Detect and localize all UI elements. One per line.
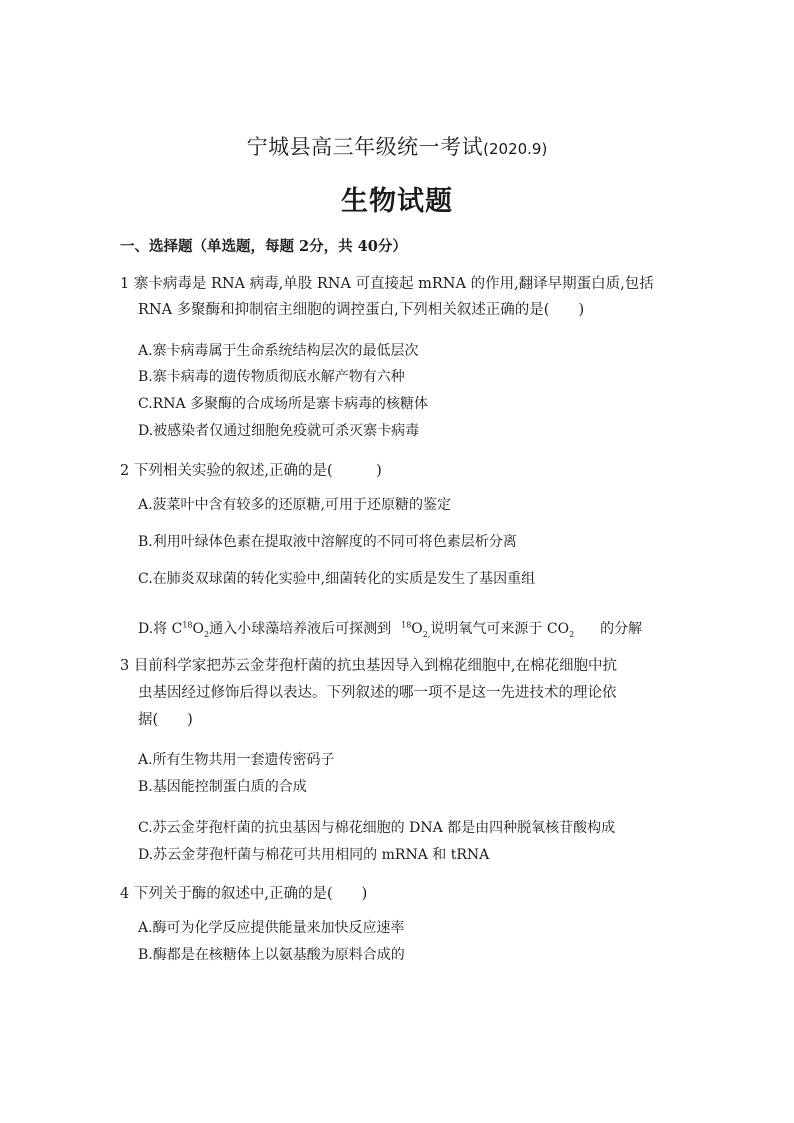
q3-stem-line3: 据( ) <box>138 712 193 728</box>
q4-option-b: B.酶都是在核糖体上以氨基酸为原料合成的 <box>138 947 405 963</box>
q4-stem: 4 下列关于酶的叙述中,正确的是( ) <box>120 886 368 902</box>
q1-option-d: D.被感染者仅通过细胞免疫就可杀灭寨卡病毒 <box>138 423 420 439</box>
q1-option-b: B.寨卡病毒的遗传物质彻底水解产物有六种 <box>138 369 405 385</box>
q3-stem-line2: 虫基因经过修饰后得以表达。下列叙述的哪一项不是这一先进技术的理论依 <box>138 685 617 701</box>
subject-title: 生物试题 <box>341 186 453 217</box>
exam-year: (2020.9) <box>483 140 548 158</box>
q3-stem-line1: 3 目前科学家把苏云金芽孢杆菌的抗虫基因导入到棉花细胞中,在棉花细胞中抗 <box>120 658 617 674</box>
q1-option-c: C.RNA 多聚酶的合成场所是寨卡病毒的核糖体 <box>138 396 429 412</box>
q3-option-d: D.苏云金芽孢杆菌与棉花可共用相同的 mRNA 和 tRNA <box>138 847 490 863</box>
q2-option-a: A.菠菜叶中含有较多的还原糖,可用于还原糖的鉴定 <box>138 497 452 513</box>
q2-option-c: C.在肺炎双球菌的转化实验中,细菌转化的实质是发生了基因重组 <box>138 571 536 587</box>
q1-stem-line2: RNA 多聚酶和抑制宿主细胞的调控蛋白,下列相关叙述正确的是( ) <box>138 302 585 318</box>
q2-option-b: B.利用叶绿体色素在提取液中溶解度的不同可将色素层析分离 <box>138 534 517 550</box>
q1-stem-line1: 1 寨卡病毒是 RNA 病毒,单股 RNA 可直接起 mRNA 的作用,翻译早期蛋白质,包括 <box>120 276 654 292</box>
exam-title-text: 宁城县高三年级统一考试 <box>246 135 484 159</box>
q4-option-a: A.酶可为化学反应提供能量来加快反应速率 <box>138 920 405 936</box>
q2-stem: 2 下列相关实验的叙述,正确的是( ) <box>120 463 382 479</box>
q3-option-b: B.基因能控制蛋白质的合成 <box>138 779 307 795</box>
section-heading: 一、选择题（单选题，每题 2分，共 40分） <box>120 238 407 255</box>
q2-option-d: D.将 $C^{18}O_2$通入小球藻培养液后可探测到 $^{18}O_{2,}$说明氧气可来源于 $CO_2$ 的分解 <box>138 620 643 639</box>
q3-option-c: C.苏云金芽孢杆菌的抗虫基因与棉花细胞的 DNA 都是由四种脱氧核苷酸构成 <box>138 820 616 836</box>
exam-title <box>0 131 794 161</box>
q3-option-a: A.所有生物共用一套遗传密码子 <box>138 752 335 768</box>
q1-option-a: A.寨卡病毒属于生命系统结构层次的最低层次 <box>138 343 419 359</box>
